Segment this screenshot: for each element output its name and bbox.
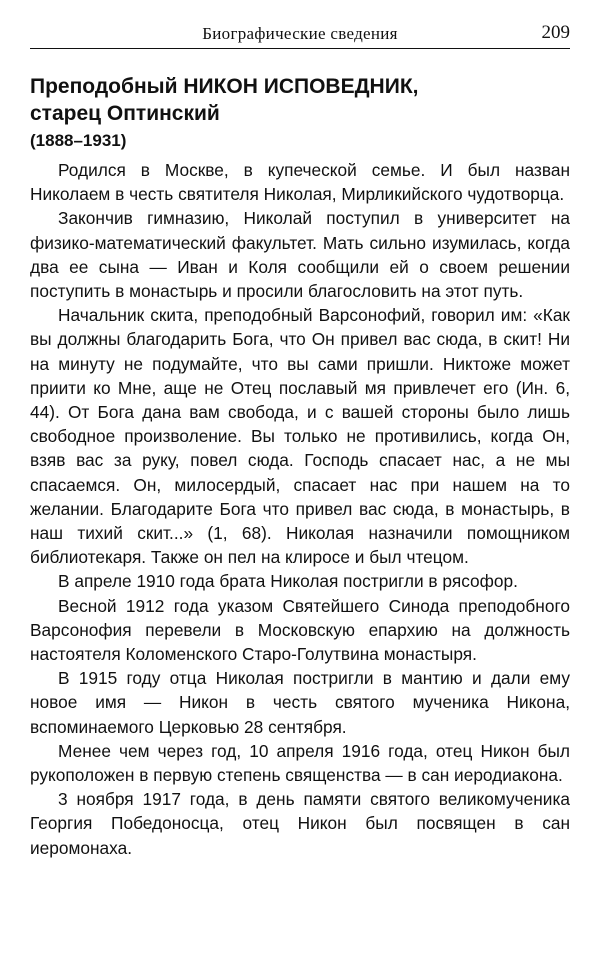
article-title	[30, 73, 570, 127]
paragraph-birth: Родился в Москве, в купеческой семье. И был назван Николаем в честь святителя Николая, Мирликийского чудотворца.	[30, 160, 570, 205]
paragraph-1917: 3 ноября 1917 года, в день памяти святого великомученика Георгия Победоносца, отец Никон был посвящен в сан иеромонаха.	[30, 789, 570, 858]
paragraph-university: Закончив гимназию, Николай поступил в университет на физико-математический факультет. Мать сильно изумилась, когда два ее сына — Иван и Коля сообщили ей о своем решении поступить в монастырь и просили благословить на этот путь.	[30, 208, 570, 302]
book-page	[30, 18, 570, 860]
article-title-line-2: старец Оптинский	[30, 102, 220, 125]
paragraph-1915: В 1915 году отца Николая постригли в мантию и дали ему новое имя — Никон в честь святого мученика Никона, вспоминаемого Церковью 28 сентября.	[30, 668, 570, 737]
paragraph-1912: Весной 1912 года указом Святейшего Синода преподобного Варсонофия перевели в Московскую епархию на должность настоятеля Коломенского Старо-Голутвина монастыря.	[30, 595, 570, 665]
paragraph-1916: Менее чем через год, 10 апреля 1916 года, отец Никон был рукоположен в первую степень священства — в сан иеродиакона.	[30, 740, 570, 786]
life-dates: (1888–1931)	[30, 131, 127, 150]
paragraph-rasophore: В апреле 1910 года брата Николая постригли в рясофор.	[58, 571, 518, 592]
running-header	[30, 18, 570, 49]
article-body	[30, 158, 570, 860]
page-number: 209	[541, 22, 570, 43]
paragraph-varsonofy-quote: Начальник скита, преподобный Варсонофий, говорил им: «Как вы должны благодарить Бога, что Он привел вас сюда, в скит! Ни на минуту не подумайте, что вы сами пришли. Никтоже может приити ко Мне, аще не Отец пославый мя привлечет его (Ин. 6, 44). От Бога дана вам свобода, и с вашей стороны было лишь свободное произволение. Вы только не противились, когда Он, взяв вас за руку, повел сюда. Господь спасает нас, а не мы спасаемся. Он, милосердый, спасает нас при нашем на то желании. Благодарите Бога что привел вас сюда, в монастырь, в наш тихий скит...» (1, 68). Николая назначили помощником библиотекаря. Также он пел на клиросе и был чтецом.	[30, 305, 570, 568]
article-title-line-1: Преподобный НИКОН ИСПОВЕДНИК,	[30, 75, 419, 98]
running-title: Биографические сведения	[202, 24, 398, 43]
